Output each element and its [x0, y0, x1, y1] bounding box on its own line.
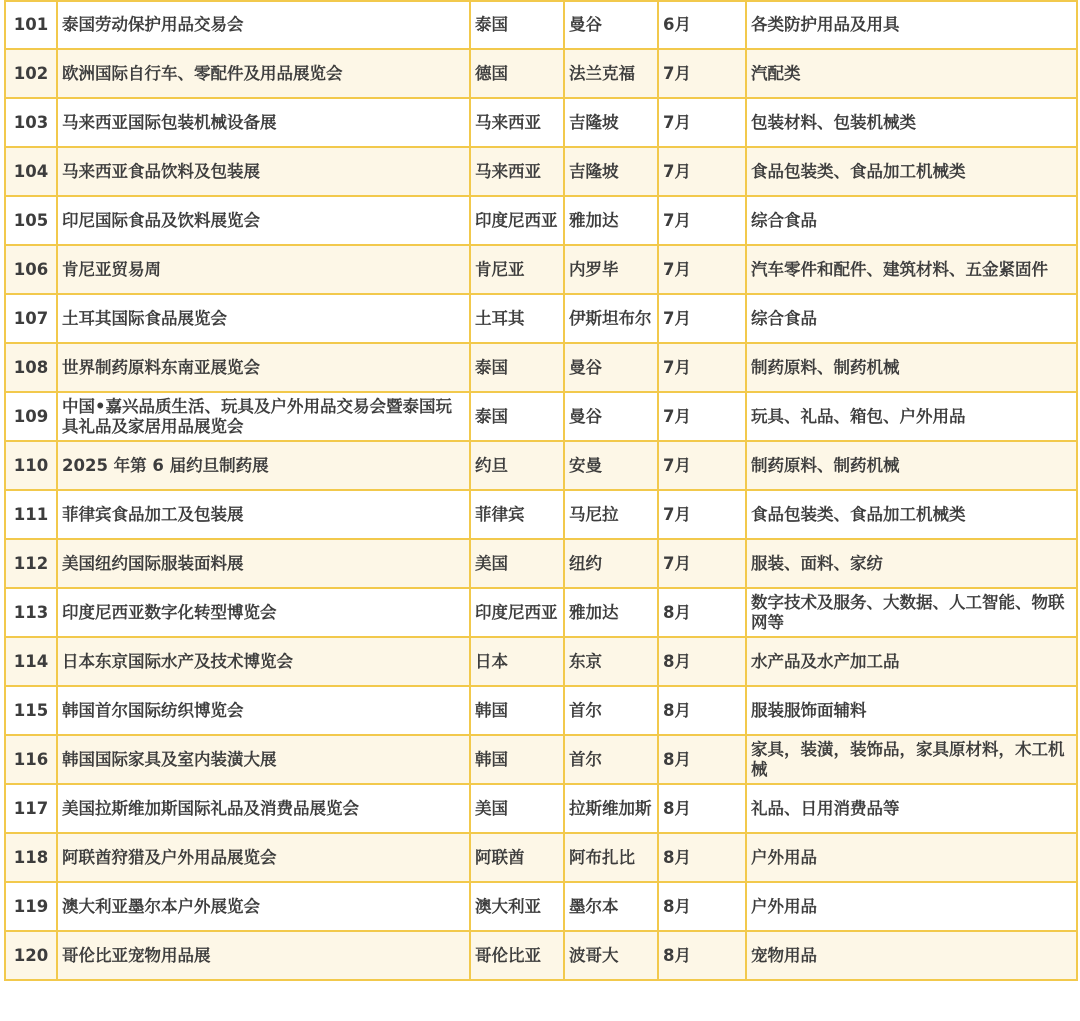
country-cell: 德国: [470, 49, 564, 98]
row-number-cell: 117: [5, 784, 57, 833]
city-cell: 安曼: [564, 441, 658, 490]
category-cell: 综合食品: [746, 294, 1077, 343]
exhibition-name-cell: 欧洲国际自行车、零配件及用品展览会: [57, 49, 470, 98]
table-row: [5, 245, 1077, 294]
month-cell: 7月: [658, 245, 746, 294]
month-cell: 7月: [658, 294, 746, 343]
month-cell: 7月: [658, 147, 746, 196]
exhibition-name-cell: 菲律宾食品加工及包装展: [57, 490, 470, 539]
table-row: [5, 882, 1077, 931]
country-cell: 韩国: [470, 686, 564, 735]
exhibition-name-cell: 韩国首尔国际纺织博览会: [57, 686, 470, 735]
country-cell: 肯尼亚: [470, 245, 564, 294]
city-cell: 东京: [564, 637, 658, 686]
row-number-cell: 108: [5, 343, 57, 392]
exhibition-name-cell: 马来西亚国际包装机械设备展: [57, 98, 470, 147]
table-body: [5, 1, 1077, 980]
row-number-cell: 114: [5, 637, 57, 686]
month-cell: 8月: [658, 686, 746, 735]
country-cell: 泰国: [470, 392, 564, 441]
category-cell: 礼品、日用消费品等: [746, 784, 1077, 833]
city-cell: 伊斯坦布尔: [564, 294, 658, 343]
table-row: [5, 539, 1077, 588]
country-cell: 印度尼西亚: [470, 196, 564, 245]
category-cell: 水产品及水产加工品: [746, 637, 1077, 686]
row-number-cell: 106: [5, 245, 57, 294]
table-row: [5, 392, 1077, 441]
month-cell: 7月: [658, 343, 746, 392]
month-cell: 7月: [658, 98, 746, 147]
category-cell: 食品包装类、食品加工机械类: [746, 490, 1077, 539]
row-number-cell: 120: [5, 931, 57, 980]
exhibition-name-cell: 2025 年第 6 届约旦制药展: [57, 441, 470, 490]
table-row: [5, 735, 1077, 784]
country-cell: 美国: [470, 539, 564, 588]
category-cell: 户外用品: [746, 833, 1077, 882]
row-number-cell: 119: [5, 882, 57, 931]
row-number-cell: 118: [5, 833, 57, 882]
table-row: [5, 1, 1077, 49]
category-cell: 服装、面料、家纺: [746, 539, 1077, 588]
category-cell: 玩具、礼品、箱包、户外用品: [746, 392, 1077, 441]
exhibition-name-cell: 美国拉斯维加斯国际礼品及消费品展览会: [57, 784, 470, 833]
category-cell: 食品包装类、食品加工机械类: [746, 147, 1077, 196]
row-number-cell: 112: [5, 539, 57, 588]
city-cell: 法兰克福: [564, 49, 658, 98]
country-cell: 马来西亚: [470, 147, 564, 196]
exhibition-name-cell: 韩国国际家具及室内装潢大展: [57, 735, 470, 784]
month-cell: 7月: [658, 49, 746, 98]
exhibition-name-cell: 印尼国际食品及饮料展览会: [57, 196, 470, 245]
city-cell: 吉隆坡: [564, 147, 658, 196]
country-cell: 约旦: [470, 441, 564, 490]
month-cell: 8月: [658, 931, 746, 980]
row-number-cell: 101: [5, 1, 57, 49]
table-row: [5, 490, 1077, 539]
city-cell: 波哥大: [564, 931, 658, 980]
exhibition-name-cell: 印度尼西亚数字化转型博览会: [57, 588, 470, 637]
month-cell: 6月: [658, 1, 746, 49]
exhibition-name-cell: 日本东京国际水产及技术博览会: [57, 637, 470, 686]
exhibition-name-cell: 中国•嘉兴品质生活、玩具及户外用品交易会暨泰国玩具礼品及家居用品展览会: [57, 392, 470, 441]
city-cell: 内罗毕: [564, 245, 658, 294]
country-cell: 阿联酋: [470, 833, 564, 882]
table-row: [5, 637, 1077, 686]
country-cell: 澳大利亚: [470, 882, 564, 931]
category-cell: 服装服饰面辅料: [746, 686, 1077, 735]
country-cell: 哥伦比亚: [470, 931, 564, 980]
month-cell: 7月: [658, 441, 746, 490]
table-row: [5, 784, 1077, 833]
country-cell: 泰国: [470, 1, 564, 49]
month-cell: 8月: [658, 735, 746, 784]
table-row: [5, 588, 1077, 637]
exhibition-name-cell: 阿联酋狩猎及户外用品展览会: [57, 833, 470, 882]
city-cell: 阿布扎比: [564, 833, 658, 882]
month-cell: 8月: [658, 833, 746, 882]
country-cell: 印度尼西亚: [470, 588, 564, 637]
exhibition-table: [4, 0, 1078, 981]
table-row: [5, 343, 1077, 392]
category-cell: 汽配类: [746, 49, 1077, 98]
category-cell: 制药原料、制药机械: [746, 441, 1077, 490]
month-cell: 7月: [658, 539, 746, 588]
city-cell: 首尔: [564, 735, 658, 784]
category-cell: 家具，装潢，装饰品，家具原材料，木工机械: [746, 735, 1077, 784]
country-cell: 土耳其: [470, 294, 564, 343]
month-cell: 7月: [658, 196, 746, 245]
category-cell: 宠物用品: [746, 931, 1077, 980]
row-number-cell: 103: [5, 98, 57, 147]
country-cell: 马来西亚: [470, 98, 564, 147]
row-number-cell: 110: [5, 441, 57, 490]
table-row: [5, 686, 1077, 735]
table-row: [5, 833, 1077, 882]
table-row: [5, 147, 1077, 196]
city-cell: 马尼拉: [564, 490, 658, 539]
city-cell: 雅加达: [564, 196, 658, 245]
country-cell: 日本: [470, 637, 564, 686]
city-cell: 首尔: [564, 686, 658, 735]
exhibition-name-cell: 泰国劳动保护用品交易会: [57, 1, 470, 49]
table-row: [5, 441, 1077, 490]
category-cell: 包装材料、包装机械类: [746, 98, 1077, 147]
table-row: [5, 931, 1077, 980]
exhibition-name-cell: 哥伦比亚宠物用品展: [57, 931, 470, 980]
row-number-cell: 105: [5, 196, 57, 245]
category-cell: 各类防护用品及用具: [746, 1, 1077, 49]
country-cell: 美国: [470, 784, 564, 833]
row-number-cell: 102: [5, 49, 57, 98]
city-cell: 曼谷: [564, 1, 658, 49]
month-cell: 8月: [658, 588, 746, 637]
city-cell: 曼谷: [564, 343, 658, 392]
exhibition-name-cell: 美国纽约国际服装面料展: [57, 539, 470, 588]
row-number-cell: 111: [5, 490, 57, 539]
country-cell: 韩国: [470, 735, 564, 784]
month-cell: 8月: [658, 784, 746, 833]
table-row: [5, 196, 1077, 245]
exhibition-name-cell: 土耳其国际食品展览会: [57, 294, 470, 343]
category-cell: 汽车零件和配件、建筑材料、五金紧固件: [746, 245, 1077, 294]
country-cell: 泰国: [470, 343, 564, 392]
row-number-cell: 116: [5, 735, 57, 784]
month-cell: 7月: [658, 490, 746, 539]
category-cell: 数字技术及服务、大数据、人工智能、物联网等: [746, 588, 1077, 637]
row-number-cell: 115: [5, 686, 57, 735]
row-number-cell: 109: [5, 392, 57, 441]
row-number-cell: 107: [5, 294, 57, 343]
category-cell: 户外用品: [746, 882, 1077, 931]
category-cell: 制药原料、制药机械: [746, 343, 1077, 392]
month-cell: 8月: [658, 637, 746, 686]
exhibition-name-cell: 马来西亚食品饮料及包装展: [57, 147, 470, 196]
city-cell: 曼谷: [564, 392, 658, 441]
exhibition-name-cell: 肯尼亚贸易周: [57, 245, 470, 294]
category-cell: 综合食品: [746, 196, 1077, 245]
month-cell: 8月: [658, 882, 746, 931]
month-cell: 7月: [658, 392, 746, 441]
exhibition-name-cell: 澳大利亚墨尔本户外展览会: [57, 882, 470, 931]
row-number-cell: 113: [5, 588, 57, 637]
table-row: [5, 49, 1077, 98]
row-number-cell: 104: [5, 147, 57, 196]
city-cell: 雅加达: [564, 588, 658, 637]
table-row: [5, 98, 1077, 147]
city-cell: 拉斯维加斯: [564, 784, 658, 833]
exhibition-name-cell: 世界制药原料东南亚展览会: [57, 343, 470, 392]
city-cell: 墨尔本: [564, 882, 658, 931]
city-cell: 纽约: [564, 539, 658, 588]
country-cell: 菲律宾: [470, 490, 564, 539]
table-row: [5, 294, 1077, 343]
city-cell: 吉隆坡: [564, 98, 658, 147]
